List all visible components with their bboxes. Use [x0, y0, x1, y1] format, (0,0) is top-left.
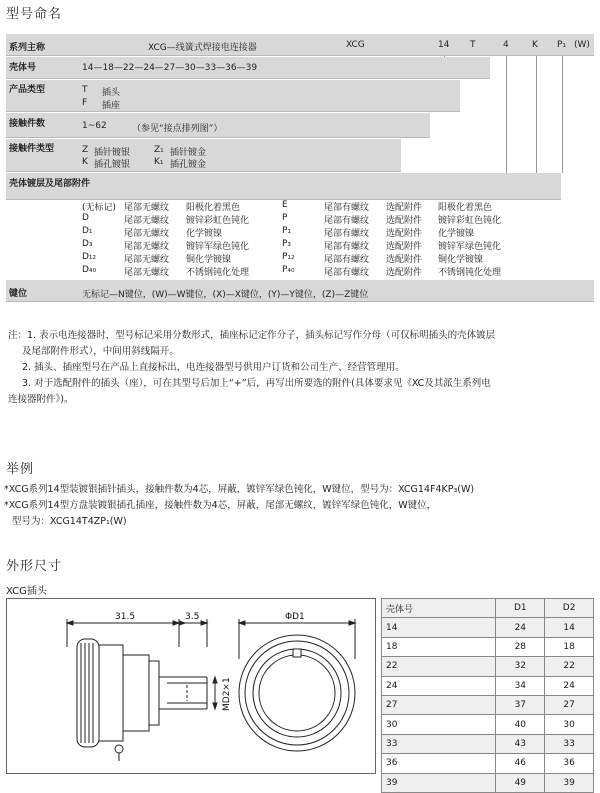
table-cell: 24	[545, 676, 594, 695]
label-plating: 壳体镀层及尾部附件	[9, 179, 91, 189]
plating-cell-c2: E	[282, 200, 288, 210]
plating-cell-c2: P₃	[282, 239, 292, 249]
plating-cell-p2: 镀锌军绿色钝化	[438, 242, 502, 252]
table-row	[382, 734, 594, 753]
bar-product	[6, 80, 460, 112]
plating-cell-c2: P₁	[282, 226, 292, 236]
note-line: 及尾部附件形式），中间用斜线隔开。	[22, 346, 179, 357]
connector-outline-drawing	[7, 599, 375, 773]
table-row	[382, 637, 594, 656]
series-desc: XCG—线簧式焊接电连接器	[148, 43, 257, 53]
col-header-d1: D1	[496, 599, 545, 618]
dim-label-b: 3.5	[185, 612, 200, 622]
plating-cell-c2: P	[282, 213, 288, 223]
body-rear	[123, 655, 149, 731]
designation-table	[6, 30, 594, 308]
plating-cell-c1: D₃	[82, 239, 93, 249]
col-header-shell: 壳体号	[382, 599, 496, 618]
table-row	[382, 773, 594, 792]
contact-type-text: 插孔镀银	[94, 160, 131, 170]
plating-cell-c2: P₁₂	[282, 252, 295, 262]
table-row	[382, 715, 594, 734]
plating-cell-a2: 尾部有螺纹	[324, 216, 370, 226]
plating-cell-a2: 尾部有螺纹	[324, 255, 370, 265]
guide-contact-type	[506, 56, 507, 173]
example-line: 型号为：XCG14T4ZP₁(W)	[12, 516, 127, 527]
plating-cell-c1: D	[82, 213, 89, 223]
plating-cell-p1: 铜化学镀镍	[186, 255, 232, 265]
plating-cell-a2: 尾部有螺纹	[324, 268, 370, 278]
note-line: 连接器附件》)。	[8, 394, 74, 405]
table-cell: 22	[545, 657, 594, 676]
table-row	[382, 676, 594, 695]
table-cell: 27	[545, 695, 594, 714]
plating-cell-p2: 阳极化着黑色	[438, 203, 493, 213]
label-contact-type: 接触件类型	[9, 144, 55, 154]
example-line: *XCG系列14型装镀银插针插头，接触件数为4芯，屏蔽，镀锌军绿色钝化，W键位，型号为：XCG14F4KP₃(W)	[4, 484, 475, 495]
code-part-shell: 14	[438, 40, 450, 50]
label-contacts: 接触件数	[9, 119, 46, 129]
plating-cell-p1: 不锈钢钝化处理	[186, 268, 250, 278]
contact-type-code: K₁	[154, 157, 164, 167]
plug-drawing	[6, 598, 376, 774]
table-cell: 33	[545, 734, 594, 753]
plating-cell-p2: 铜化学镀镍	[438, 255, 484, 265]
plating-cell-a1: 尾部无螺纹	[124, 216, 170, 226]
front-insert	[259, 655, 335, 731]
table-cell: 28	[496, 637, 545, 656]
plating-cell-c1: (无标记)	[82, 203, 117, 213]
table-cell: 27	[382, 695, 496, 714]
plating-cell-s2: 选配附件	[386, 255, 423, 265]
table-cell: 43	[496, 734, 545, 753]
table-cell: 14	[545, 618, 594, 637]
coupling-nut	[77, 639, 99, 747]
table-cell: 30	[382, 715, 496, 734]
contacts-note: （参见“接点排列图”）	[132, 124, 223, 134]
note-line: 注：1. 表示电连接器时，型号标记采用分数形式，插座标记定作分子，插头标记写作分母（可仅标明插头的壳体镀层	[8, 330, 496, 341]
guide-k	[536, 56, 537, 173]
plating-cell-s2: 选配附件	[386, 216, 423, 226]
plating-cell-s2: 选配附件	[386, 229, 423, 239]
keying-text: 无标记—N键位，(W)—W键位，(X)—X键位，(Y)—Y键位，(Z)—Z键位	[82, 290, 369, 300]
label-shell: 壳体号	[9, 63, 37, 73]
series-code: XCG	[346, 40, 365, 50]
plating-cell-s2: 选配附件	[386, 242, 423, 252]
contact-type-text: 插针镀银	[94, 148, 131, 158]
section-title-example: 举例	[6, 462, 35, 477]
contact-type-text: 插孔镀金	[170, 160, 207, 170]
product-code-t: T	[82, 85, 88, 95]
contact-type-text: 插针镀金	[170, 148, 207, 158]
table-row	[382, 695, 594, 714]
table-cell: 33	[382, 734, 496, 753]
note-line: 2. 插头、插座型号在产品上直接标出，电连接器型号供用户订货和公司生产、经营管理用。	[22, 362, 405, 373]
dim-label-md: MD2×1	[222, 677, 232, 711]
table-cell: 30	[545, 715, 594, 734]
table-cell: 18	[545, 637, 594, 656]
table-cell: 49	[496, 773, 545, 792]
dim-label-a: 31.5	[115, 612, 136, 622]
example-block	[4, 482, 474, 530]
table-cell: 36	[382, 754, 496, 773]
plating-cell-c1: D₄₀	[82, 265, 97, 275]
plating-cell-p2: 化学镀镍	[438, 229, 475, 239]
contact-type-code: Z₁	[154, 145, 164, 155]
plating-cell-c1: D₁₂	[82, 252, 97, 262]
label-keying: 键位	[9, 289, 28, 299]
shell-values: 14—18—22—24—27—30—33—36—39	[82, 63, 258, 73]
plating-cell-s2: 选配附件	[386, 268, 423, 278]
plating-cell-a2: 尾部有螺纹	[324, 229, 370, 239]
subtitle-plug: XCG插头	[6, 586, 47, 597]
label-product: 产品类型	[9, 85, 46, 95]
table-cell: 39	[382, 773, 496, 792]
code-part-contact: K	[532, 40, 538, 50]
table-cell: 22	[382, 657, 496, 676]
table-cell: 46	[496, 754, 545, 773]
contacts-range: 1~62	[82, 121, 107, 131]
plating-cell-a1: 尾部无螺纹	[124, 268, 170, 278]
plating-cell-a2: 尾部有螺纹	[324, 242, 370, 252]
table-cell: 36	[545, 754, 594, 773]
plating-cell-p1: 镀锌彩虹色钝化	[186, 216, 250, 226]
plating-cell-p1: 镀锌军绿色钝化	[186, 242, 250, 252]
plating-cell-c1: D₁	[82, 226, 93, 236]
dimension-table	[381, 598, 594, 793]
plating-cell-a1: 尾部无螺纹	[124, 203, 170, 213]
plating-cell-a2: 尾部有螺纹	[324, 203, 370, 213]
guide-p1	[562, 56, 563, 173]
code-part-count: 4	[503, 40, 509, 50]
table-cell: 34	[496, 676, 545, 695]
code-part-key: (W)	[574, 40, 590, 50]
table-cell: 24	[496, 618, 545, 637]
label-series: 系列主称	[9, 43, 46, 53]
section-title-dimensions: 外形尺寸	[6, 559, 63, 574]
table-cell: 18	[382, 637, 496, 656]
example-line: *XCG系列14型方盘装镀银插孔插座，接触件数为4芯，屏蔽，尾部无螺纹，镀锌军绿色钝化，W键位，	[4, 500, 437, 511]
dimension-table-body	[382, 618, 594, 793]
plating-cell-p2: 不锈钢钝化处理	[438, 268, 502, 278]
plating-cell-s2: 选配附件	[386, 203, 423, 213]
section-title-designation: 型号命名	[6, 7, 63, 22]
plating-cell-p1: 阳极化着黑色	[186, 203, 241, 213]
note-line: 3. 对于选配附件的插头（座），可在其型号后加上“+”后，再写出所要选的附件(具体要求见《XC及其派生系列电	[22, 378, 491, 389]
plating-cell-a1: 尾部无螺纹	[124, 242, 170, 252]
plating-cell-p1: 化学镀镍	[186, 229, 223, 239]
dim-label-d1: ΦD1	[285, 612, 305, 622]
plating-cell-c2: P₄₀	[282, 265, 295, 275]
notes	[8, 328, 495, 408]
code-part-type: T	[470, 40, 476, 50]
table-row	[382, 754, 594, 773]
plating-cell-a1: 尾部无螺纹	[124, 255, 170, 265]
table-header-row	[382, 599, 594, 618]
table-cell: 37	[496, 695, 545, 714]
contact-type-code: Z	[82, 145, 89, 155]
product-code-f: F	[82, 98, 88, 108]
table-cell: 24	[382, 676, 496, 695]
product-text-f: 插座	[102, 101, 121, 111]
table-cell: 14	[382, 618, 496, 637]
table-row	[382, 618, 594, 637]
plating-cell-a1: 尾部无螺纹	[124, 229, 170, 239]
table-row	[382, 657, 594, 676]
code-part-plating: P₁	[557, 40, 567, 50]
contact-type-code: K	[82, 157, 88, 167]
product-text-t: 插头	[102, 88, 121, 98]
table-cell: 39	[545, 773, 594, 792]
table-cell: 32	[496, 657, 545, 676]
table-cell: 40	[496, 715, 545, 734]
plating-cell-p2: 镀锌彩虹色钝化	[438, 216, 502, 226]
body-shell	[99, 645, 123, 741]
col-header-d2: D2	[545, 599, 594, 618]
